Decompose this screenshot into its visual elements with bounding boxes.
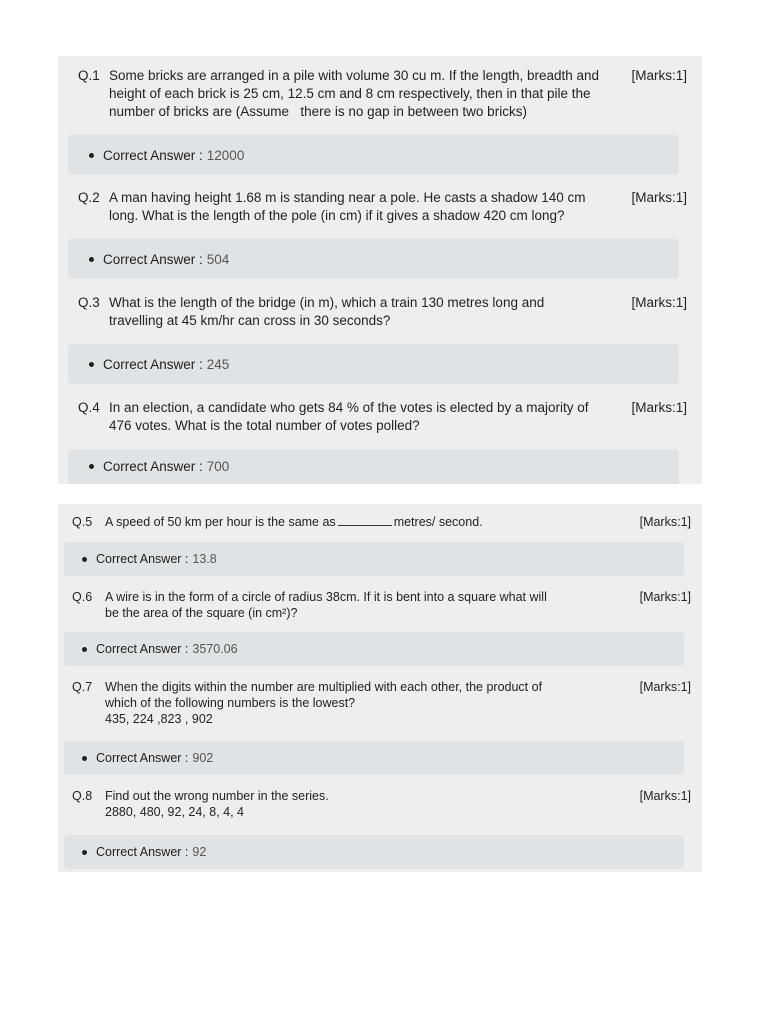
question-line: Find out the wrong number in the series.	[105, 789, 329, 803]
question-text	[105, 788, 621, 820]
question-text	[109, 67, 621, 121]
answer-label: Correct Answer :	[96, 751, 189, 765]
answer-value: 3570.06	[192, 642, 238, 656]
answer-label: Correct Answer :	[96, 845, 189, 859]
question-text	[109, 189, 621, 225]
question-line: A man having height 1.68 m is standing near a pole. He casts a shadow 140 cm	[109, 190, 586, 205]
question-line: 476 votes. What is the total number of votes polled?	[109, 418, 420, 433]
answer-blank	[338, 514, 392, 526]
question-line: Some bricks are arranged in a pile with volume 30 cu m. If the length, breadth and	[109, 68, 600, 83]
question-line: In an election, a candidate who gets 84 % of the votes is elected by a majority of	[109, 400, 589, 415]
question-number: Q.8	[72, 789, 93, 803]
marks-label: [Marks:1]	[639, 789, 691, 803]
answer-box-4	[68, 449, 679, 484]
question-text-after: metres/ second.	[393, 515, 483, 529]
answer-box-5	[64, 542, 684, 576]
question-number: Q.7	[72, 680, 93, 694]
answer-box-2	[68, 239, 679, 279]
question-text	[105, 589, 621, 621]
question-line: number of bricks are (Assume there is no gap in between two bricks)	[109, 104, 527, 119]
question-number: Q.6	[72, 590, 93, 604]
question-text-before: A speed of 50 km per hour is the same as	[105, 515, 336, 529]
answer-label: Correct Answer :	[103, 356, 203, 372]
question-panel-1	[58, 56, 702, 484]
question-line: 435, 224 ,823 , 902	[105, 712, 213, 726]
answer-label: Correct Answer :	[103, 147, 203, 163]
answer-value: 245	[206, 356, 230, 372]
question-text	[105, 514, 621, 530]
bullet-icon	[89, 153, 94, 158]
marks-label: [Marks:1]	[639, 680, 691, 694]
marks-label: [Marks:1]	[631, 295, 687, 310]
question-line: be the area of the square (in cm²)?	[105, 606, 298, 620]
answer-box-3	[68, 344, 679, 384]
answer-label: Correct Answer :	[103, 459, 203, 474]
answer-box-1	[68, 135, 679, 175]
answer-label: Correct Answer :	[96, 552, 189, 566]
marks-label: [Marks:1]	[631, 400, 687, 415]
answer-value: 12000	[206, 147, 245, 163]
bullet-icon	[89, 464, 94, 469]
answer-box-8	[64, 835, 684, 869]
marks-label: [Marks:1]	[639, 515, 691, 529]
question-text	[109, 294, 621, 330]
question-line: 2880, 480, 92, 24, 8, 4, 4	[105, 805, 245, 819]
answer-value: 13.8	[192, 552, 217, 566]
bullet-icon	[82, 557, 87, 562]
question-line: long. What is the length of the pole (in cm) if it gives a shadow 420 cm long?	[109, 208, 565, 223]
bullet-icon	[89, 362, 94, 367]
marks-label: [Marks:1]	[639, 590, 691, 604]
question-line: When the digits within the number are multiplied with each other, the product of	[105, 680, 543, 694]
question-number: Q.4	[78, 400, 100, 415]
answer-value: 700	[206, 459, 230, 474]
question-line: A wire is in the form of a circle of radius 38cm. If it is bent into a square what will	[105, 590, 547, 604]
bullet-icon	[82, 850, 87, 855]
answer-box-7	[64, 741, 684, 775]
question-number: Q.3	[78, 295, 100, 310]
answer-label: Correct Answer :	[103, 251, 203, 267]
bullet-icon	[82, 647, 87, 652]
question-text	[109, 399, 621, 435]
question-text	[105, 679, 621, 727]
question-number: Q.1	[78, 68, 100, 83]
question-line: which of the following numbers is the lowest?	[105, 696, 356, 710]
answer-label: Correct Answer :	[96, 642, 189, 656]
marks-label: [Marks:1]	[631, 190, 687, 205]
answer-value: 504	[206, 251, 230, 267]
question-number: Q.5	[72, 515, 93, 529]
question-number: Q.2	[78, 190, 100, 205]
answer-value: 92	[192, 845, 207, 859]
answer-box-6	[64, 632, 684, 666]
question-line: What is the length of the bridge (in m), which a train 130 metres long and	[109, 295, 545, 310]
marks-label: [Marks:1]	[631, 68, 687, 83]
bullet-icon	[89, 257, 94, 262]
answer-value: 902	[192, 751, 214, 765]
question-line: travelling at 45 km/hr can cross in 30 seconds?	[109, 313, 391, 328]
question-line: height of each brick is 25 cm, 12.5 cm and 8 cm respectively, then in that pile the	[109, 86, 591, 101]
bullet-icon	[82, 756, 87, 761]
question-panel-2	[58, 504, 702, 872]
